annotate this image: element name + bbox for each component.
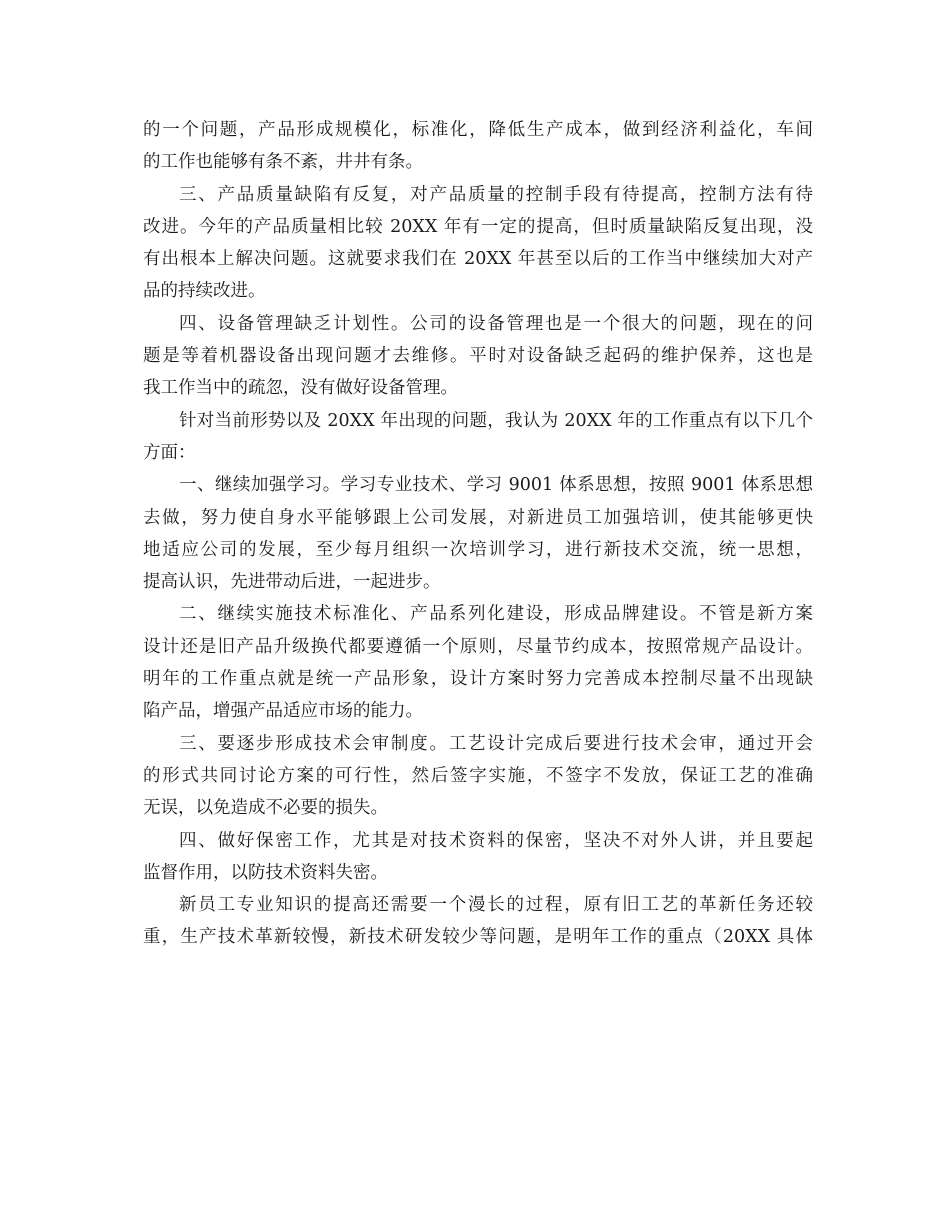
text-line: 的工作也能够有条不紊，井井有条。 (143, 152, 423, 173)
text-line: 的形式共同讨论方案的可行性，然后签字实施，不签字不发放，保证工艺的准确 (143, 765, 813, 786)
text-line: 重，生产技术革新较慢，新技术研发较少等问题，是明年工作的重点（20XX 具体 (143, 927, 813, 948)
text-line: 一、继续加强学习。学习专业技术、学习 9001 体系思想，按照 9001 体系思想 (179, 475, 813, 496)
text-line: 三、产品质量缺陷有反复，对产品质量的控制手段有待提高，控制方法有待 (179, 184, 813, 205)
text-line: 去做，努力使自身水平能够跟上公司发展，对新进员工加强培训，使其能够更快 (143, 507, 813, 528)
text-line: 无误，以免造成不必要的损失。 (143, 798, 388, 819)
document-body-text (143, 114, 813, 954)
text-line: 三、要逐步形成技术会审制度。工艺设计完成后要进行技术会审，通过开会 (179, 733, 813, 754)
text-line: 改进。今年的产品质量相比较 20XX 年有一定的提高，但时质量缺陷反复出现，没 (143, 216, 813, 237)
text-line: 提高认识，先进带动后进，一起进步。 (143, 572, 441, 593)
text-line: 明年的工作重点就是统一产品形象，设计方案时努力完善成本控制尽量不出现缺 (143, 669, 813, 690)
text-line: 新员工专业知识的提高还需要一个漫长的过程，原有旧工艺的革新任务还较 (179, 895, 813, 916)
text-line: 监督作用，以防技术资料失密。 (143, 862, 388, 883)
text-line: 有出根本上解决问题。这就要求我们在 20XX 年甚至以后的工作当中继续加大对产 (143, 249, 813, 270)
text-line: 四、做好保密工作，尤其是对技术资料的保密，坚决不对外人讲，并且要起 (179, 830, 813, 851)
text-line: 二、继续实施技术标准化、产品系列化建设，形成品牌建设。不管是新方案 (179, 604, 813, 625)
text-line: 地适应公司的发展，至少每月组织一次培训学习，进行新技术交流，统一思想， (143, 539, 813, 560)
text-line: 的一个问题，产品形成规模化，标准化，降低生产成本，做到经济利益化，车间 (143, 120, 813, 140)
text-line: 题是等着机器设备出现问题才去维修。平时对设备缺乏起码的维护保养，这也是 (143, 346, 813, 367)
text-line: 品的持续改进。 (143, 281, 266, 302)
text-line: 四、设备管理缺乏计划性。公司的设备管理也是一个很大的问题，现在的问 (179, 313, 813, 334)
text-line: 我工作当中的疏忽，没有做好设备管理。 (143, 378, 458, 399)
text-line: 针对当前形势以及 20XX 年出现的问题，我认为 20XX 年的工作重点有以下几个 (179, 410, 813, 431)
text-line: 方面： (143, 442, 196, 463)
text-line: 设计还是旧产品升级换代都要遵循一个原则，尽量节约成本，按照常规产品设计。 (143, 636, 813, 657)
text-line: 陷产品，增强产品适应市场的能力。 (143, 701, 423, 722)
